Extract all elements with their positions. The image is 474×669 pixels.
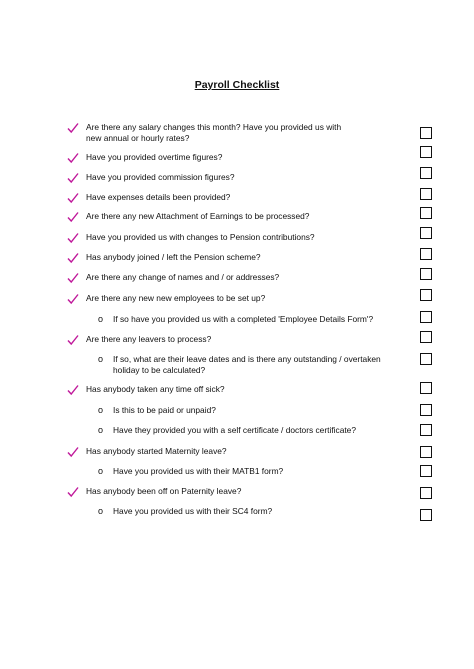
checkbox[interactable] <box>420 268 432 280</box>
checkmark-icon <box>67 272 79 284</box>
checkbox[interactable] <box>420 146 432 158</box>
checklist-item-text: Has anybody joined / left the Pension scheme? <box>86 252 261 262</box>
checkbox[interactable] <box>420 465 432 477</box>
checkbox[interactable] <box>420 382 432 394</box>
checkbox[interactable] <box>420 188 432 200</box>
circle-bullet-icon: o <box>98 466 104 476</box>
circle-bullet-icon: o <box>98 405 104 415</box>
checklist-item-text: Are there any leavers to process? <box>86 334 212 344</box>
checkmark-icon <box>67 172 79 184</box>
checkmark-icon <box>67 211 79 223</box>
circle-bullet-icon: o <box>98 425 104 435</box>
circle-bullet-icon: o <box>98 354 104 364</box>
checkmark-icon <box>67 252 79 264</box>
circle-bullet-icon: o <box>98 506 104 516</box>
checklist-item-text: Are there any salary changes this month? Have you provided us with new annual or hourly rates? <box>86 122 342 143</box>
checkbox[interactable] <box>420 248 432 260</box>
checkmark-icon <box>67 293 79 305</box>
checkmark-icon <box>67 232 79 244</box>
page-title: Payroll Checklist <box>194 79 280 91</box>
checkmark-icon <box>67 486 79 498</box>
checklist-item-text: Are there any new Attachment of Earnings to be processed? <box>86 211 310 221</box>
checkbox[interactable] <box>420 207 432 219</box>
checkmark-icon <box>67 334 79 346</box>
checklist-item-text: Are there any change of names and / or addresses? <box>86 272 280 282</box>
checkmark-icon <box>67 122 79 134</box>
checklist-item-text: Has anybody been off on Paternity leave? <box>86 486 242 496</box>
checkmark-icon <box>67 446 79 458</box>
checklist-item-text: Have you provided us with changes to Pension contributions? <box>86 232 315 242</box>
checklist-item-text: Is this to be paid or unpaid? <box>113 405 216 415</box>
circle-bullet-icon: o <box>98 314 104 324</box>
checkbox[interactable] <box>420 509 432 521</box>
checkbox[interactable] <box>420 424 432 436</box>
checklist-item-text: Have expenses details been provided? <box>86 192 231 202</box>
checkbox[interactable] <box>420 227 432 239</box>
checkbox[interactable] <box>420 311 432 323</box>
checklist-item-text: Have they provided you with a self certificate / doctors certificate? <box>113 425 356 435</box>
checkbox[interactable] <box>420 353 432 365</box>
checklist-item-text: Have you provided overtime figures? <box>86 152 223 162</box>
checkbox[interactable] <box>420 167 432 179</box>
checkbox[interactable] <box>420 331 432 343</box>
checklist-item-text: Have you provided us with their MATB1 form? <box>113 466 284 476</box>
checkmark-icon <box>67 192 79 204</box>
checklist-item-text: If so, what are their leave dates and is there any outstanding / overtaken holiday to be calculated? <box>113 354 381 375</box>
checkbox[interactable] <box>420 289 432 301</box>
checkmark-icon <box>67 152 79 164</box>
checklist-item-text: Have you provided us with their SC4 form? <box>113 506 273 516</box>
checkbox[interactable] <box>420 446 432 458</box>
checkbox[interactable] <box>420 404 432 416</box>
checklist-item-text: If so have you provided us with a completed 'Employee Details Form'? <box>113 314 374 324</box>
checklist-item-text: Are there any new new employees to be set up? <box>86 293 266 303</box>
checkmark-icon <box>67 384 79 396</box>
checklist-item-text: Has anybody taken any time off sick? <box>86 384 225 394</box>
checklist-item-text: Has anybody started Maternity leave? <box>86 446 227 456</box>
checkbox[interactable] <box>420 487 432 499</box>
checkbox[interactable] <box>420 127 432 139</box>
checklist-item-text: Have you provided commission figures? <box>86 172 235 182</box>
